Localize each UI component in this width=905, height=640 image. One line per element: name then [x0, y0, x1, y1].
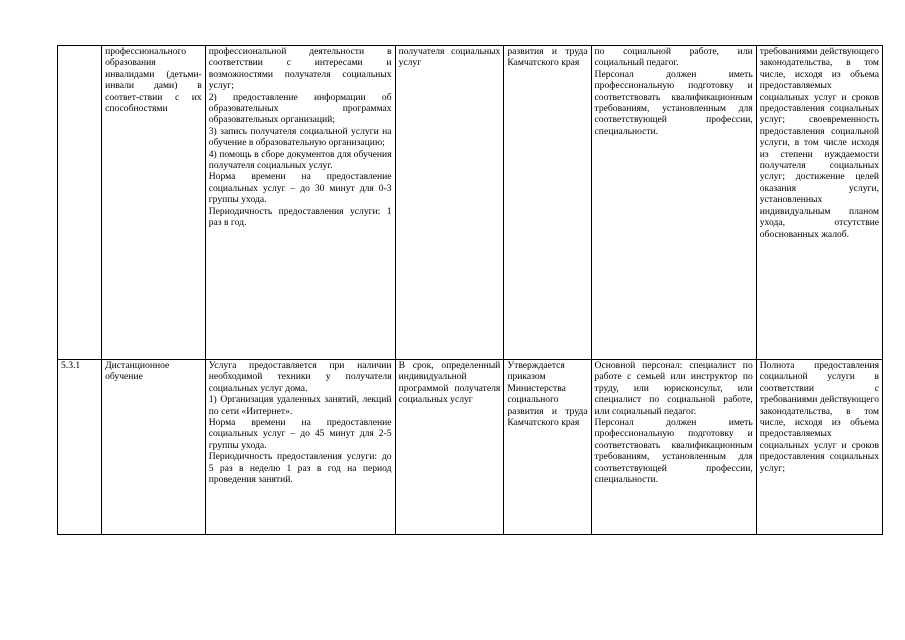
service-quality: требованиями действующего законодательства, в том числе, исходя из объема предоставляемых социальных услуг и сроков предоставления социальных услуг; своевременность предоставления социальной услуги, в том числе исходя из степени нуждаемости получателя социальных услуг; достижение целей оказания услуги, установленных индивидуальным планом ухода, отсутствие обоснованных жалоб.: [756, 46, 882, 360]
staff-paragraph: Персонал должен иметь профессиональную подготовку и соответствовать квалификационным требованиям, установленным для соответствующей профессии, специальности.: [594, 68, 753, 137]
service-description: [205, 46, 395, 360]
description-paragraph: Норма времени на предоставление социальных услуг – до 30 минут для 0-3 группы ухода.: [208, 171, 392, 206]
description-paragraph: профессиональной деятельности в соответствии с интересами и возможностями получателя социальных услуг;: [208, 46, 392, 92]
row-number: [58, 46, 102, 360]
service-staff: [591, 360, 756, 535]
table-row: [58, 360, 883, 535]
table-row: [58, 46, 883, 360]
service-quality: Полнота предоставления социальной услуги в соответствии с требованиями действующего законодательства, в том числе, исходя из объема предоставляемых социальных услуг и сроков предоставления социальных услуг;: [756, 360, 882, 535]
description-paragraph: Услуга предоставляется при наличии необходимой техники у получателя социальных услуг дома.: [208, 360, 392, 394]
description-paragraph: 2) предоставление информации об образовательных программах образовательных организаций;: [208, 91, 392, 126]
description-paragraph: Норма времени на предоставление социальных услуг – до 45 минут для 2-5 группы ухода.: [208, 417, 392, 451]
service-term: получателя социальных услуг: [395, 46, 504, 360]
service-description: [205, 360, 395, 535]
service-term: В срок, определенный индивидуальной программой получателя социальных услуг: [395, 360, 504, 535]
staff-paragraph: Основной персонал: специалист по работе с семьей или инструктор по труду, или юрисконсульт, или специалист по социальной работе, или социальный педагог.: [594, 360, 753, 417]
service-name: Дистанционное обучение: [102, 360, 206, 535]
description-paragraph: Периодичность предоставления услуги: до 5 раз в неделю 1 раз в год на период проведения занятий.: [208, 451, 392, 486]
service-staff: [591, 46, 756, 360]
service-cost: развития и труда Камчатского края: [504, 46, 591, 360]
description-paragraph: 3) запись получателя социальной услуги на обучение в образовательную организацию;: [208, 125, 392, 149]
services-table: [57, 45, 883, 535]
service-cost: Утверждается приказом Министерства социального развития и труда Камчатского края: [504, 360, 591, 535]
service-name: профессионального образования инвалидами (детьми-инвали дами) в соответ-ствии с их способностями: [102, 46, 206, 360]
description-paragraph: Периодичность предоставления услуги: 1 раз в год.: [208, 205, 392, 229]
staff-paragraph: Персонал должен иметь профессиональную подготовку и соответствовать квалификационным требованиям, установленным для соответствующей профессии, специальности.: [594, 417, 753, 486]
description-paragraph: 4) помощь в сборе документов для обучения получателя социальных услуг.: [208, 148, 392, 172]
row-number: 5.3.1: [58, 360, 102, 535]
staff-paragraph: по социальной работе, или социальный педагог.: [594, 46, 753, 69]
description-paragraph: 1) Организация удаленных занятий, лекций по сети «Интернет».: [208, 394, 392, 417]
